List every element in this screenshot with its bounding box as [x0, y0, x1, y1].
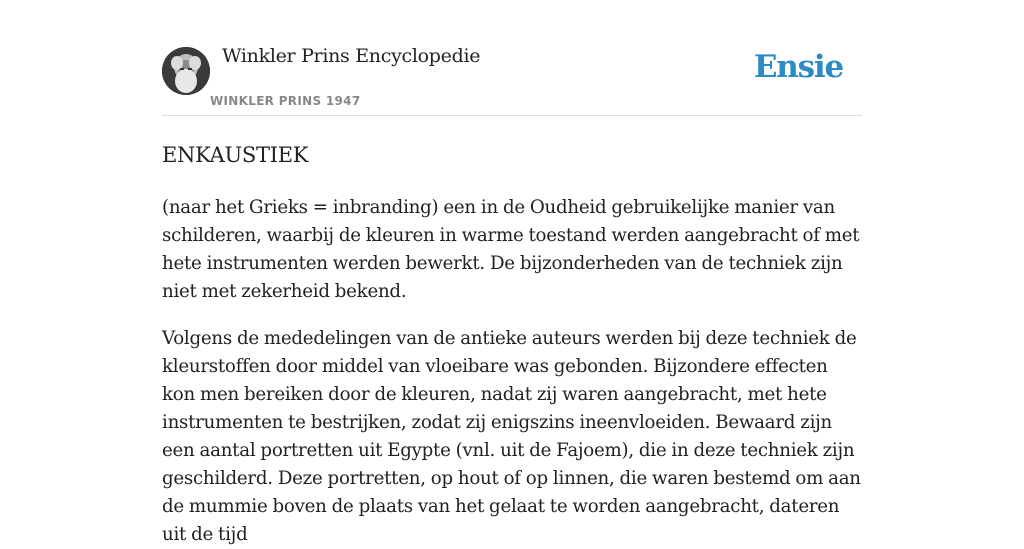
brand-logo[interactable]: Ensie — [753, 49, 843, 85]
avatar-portrait — [162, 47, 210, 95]
article-paragraph: (naar het Grieks = inbranding) een in de Oudheid gebruikelijke manier van schilderen, waarbij de kleuren in warme toestand werden aangebracht of met hete instrumenten werden bewerkt. De bijzonderheden van de techniek zijn niet met zekerheid bekend. — [162, 197, 860, 302]
site-name[interactable]: Winkler Prins Encyclopedie — [222, 45, 481, 67]
edition-label[interactable]: WINKLER PRINS 1947 — [210, 94, 361, 108]
page — [162, 0, 862, 549]
header — [162, 0, 862, 116]
article-title: ENKAUSTIEK — [162, 143, 309, 167]
article-paragraph: Volgens de mededelingen van de antieke auteurs werden bij deze techniek de kleurstoffen door middel van vloeibare was gebonden. Bijzondere effecten kon men bereiken door de kleuren, nadat zij waren aangebracht, met hete instrumenten te bestrijken, zodat zij enigszins ineenvloeiden. Bewaard zijn een aantal portretten uit Egypte (vnl. uit de Fajoem), die in deze techniek zijn geschilderd. Deze portretten, op hout of op linnen, die waren bestemd om aan de mummie boven de plaats van het gelaat te worden aangebracht, dateren uit de tijd — [162, 328, 861, 545]
avatar[interactable] — [162, 47, 210, 95]
